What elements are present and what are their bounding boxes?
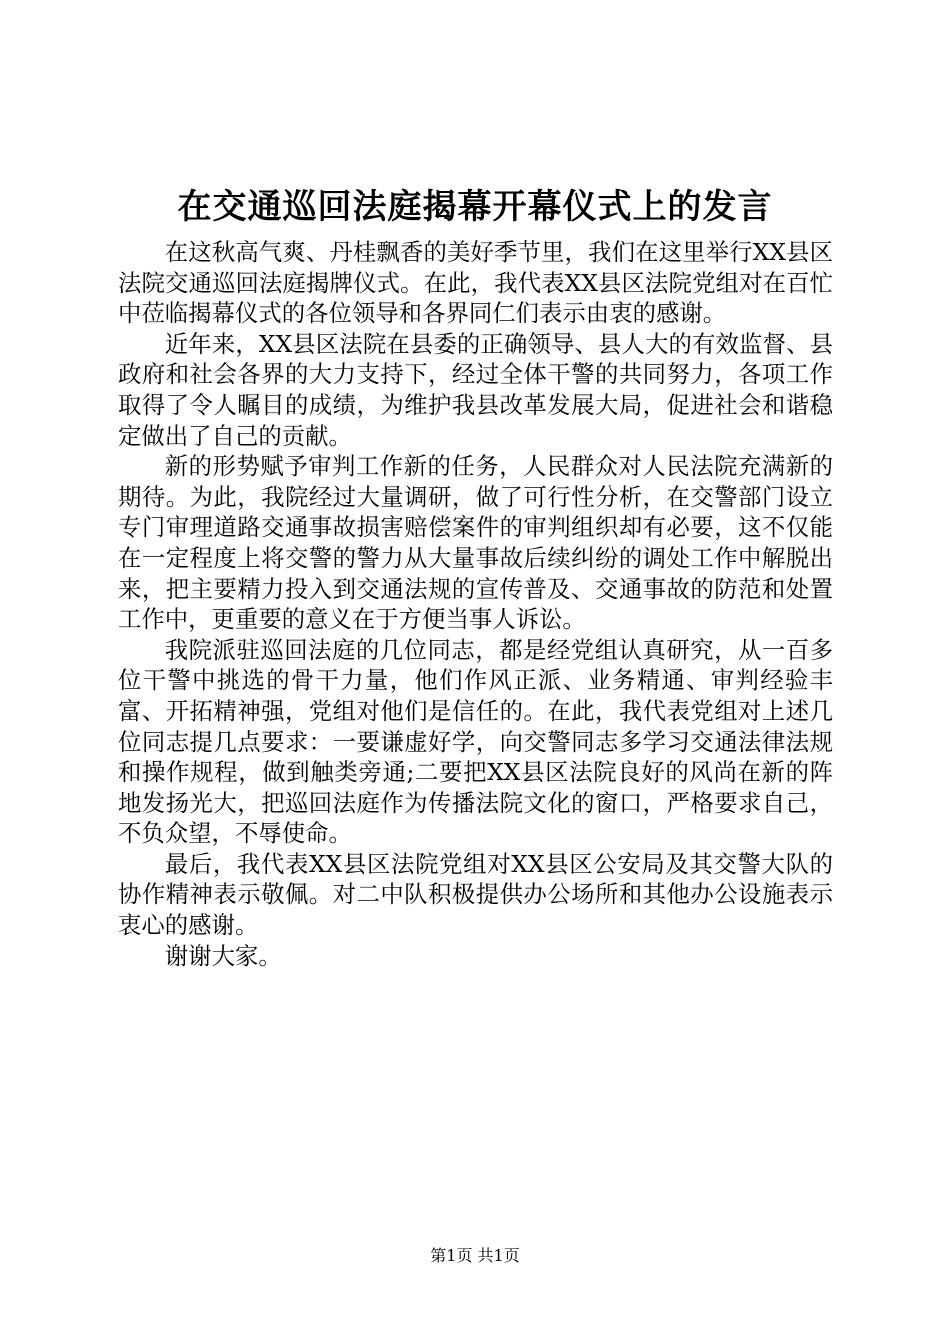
paragraph-1: 在这秋高气爽、丹桂飘香的美好季节里，我们在这里举行XX县区法院交通巡回法庭揭牌仪式。在此，我代表XX县区法院党组对在百忙中莅临揭幕仪式的各位领导和各界同仁们表示由衷的感谢。 — [118, 238, 833, 328]
document-title: 在交通巡回法庭揭幕开幕仪式上的发言 — [177, 187, 773, 227]
paragraph-4: 我院派驻巡回法庭的几位同志，都是经党组认真研究，从一百多位干警中挑选的骨干力量，他们作风正派、业务精通、审判经验丰富、开拓精神强，党组对他们是信任的。在此，我代表党组对上述几位同志提几点要求：一要谦虚好学，向交警同志多学习交通法律法规和操作规程，做到触类旁通;二要把XX县区法院良好的风尚在新的阵地发扬光大，把巡回法庭作为传播法院文化的窗口，严格要求自己，不负众望，不辱使命。 — [118, 635, 833, 848]
document-body — [118, 237, 833, 971]
paragraph-5: 最后，我代表XX县区法院党组对XX县区公安局及其交警大队的协作精神表示敬佩。对二中队积极提供办公场所和其他办公设施表示衷心的感谢。 — [118, 849, 833, 940]
paragraph-2: 近年来，XX县区法院在县委的正确领导、县人大的有效监督、县政府和社会各界的大力支持下，经过全体干警的共同努力，各项工作取得了令人瞩目的成绩，为维护我县改革发展大局，促进社会和谐稳定做出了自己的贡献。 — [118, 329, 833, 450]
paragraph-3: 新的形势赋予审判工作新的任务，人民群众对人民法院充满新的期待。为此，我院经过大量调研，做了可行性分析，在交警部门设立专门审理道路交通事故损害赔偿案件的审判组织却有必要，这不仅能在一定程度上将交警的警力从大量事故后续纠纷的调处工作中解脱出来，把主要精力投入到交通法规的宣传普及、交通事故的防范和处置工作中，更重要的意义在于方便当事人诉讼。 — [118, 452, 833, 634]
paragraph-6: 谢谢大家。 — [164, 941, 282, 970]
page-number-footer: 第1页 共1页 — [430, 1246, 520, 1265]
